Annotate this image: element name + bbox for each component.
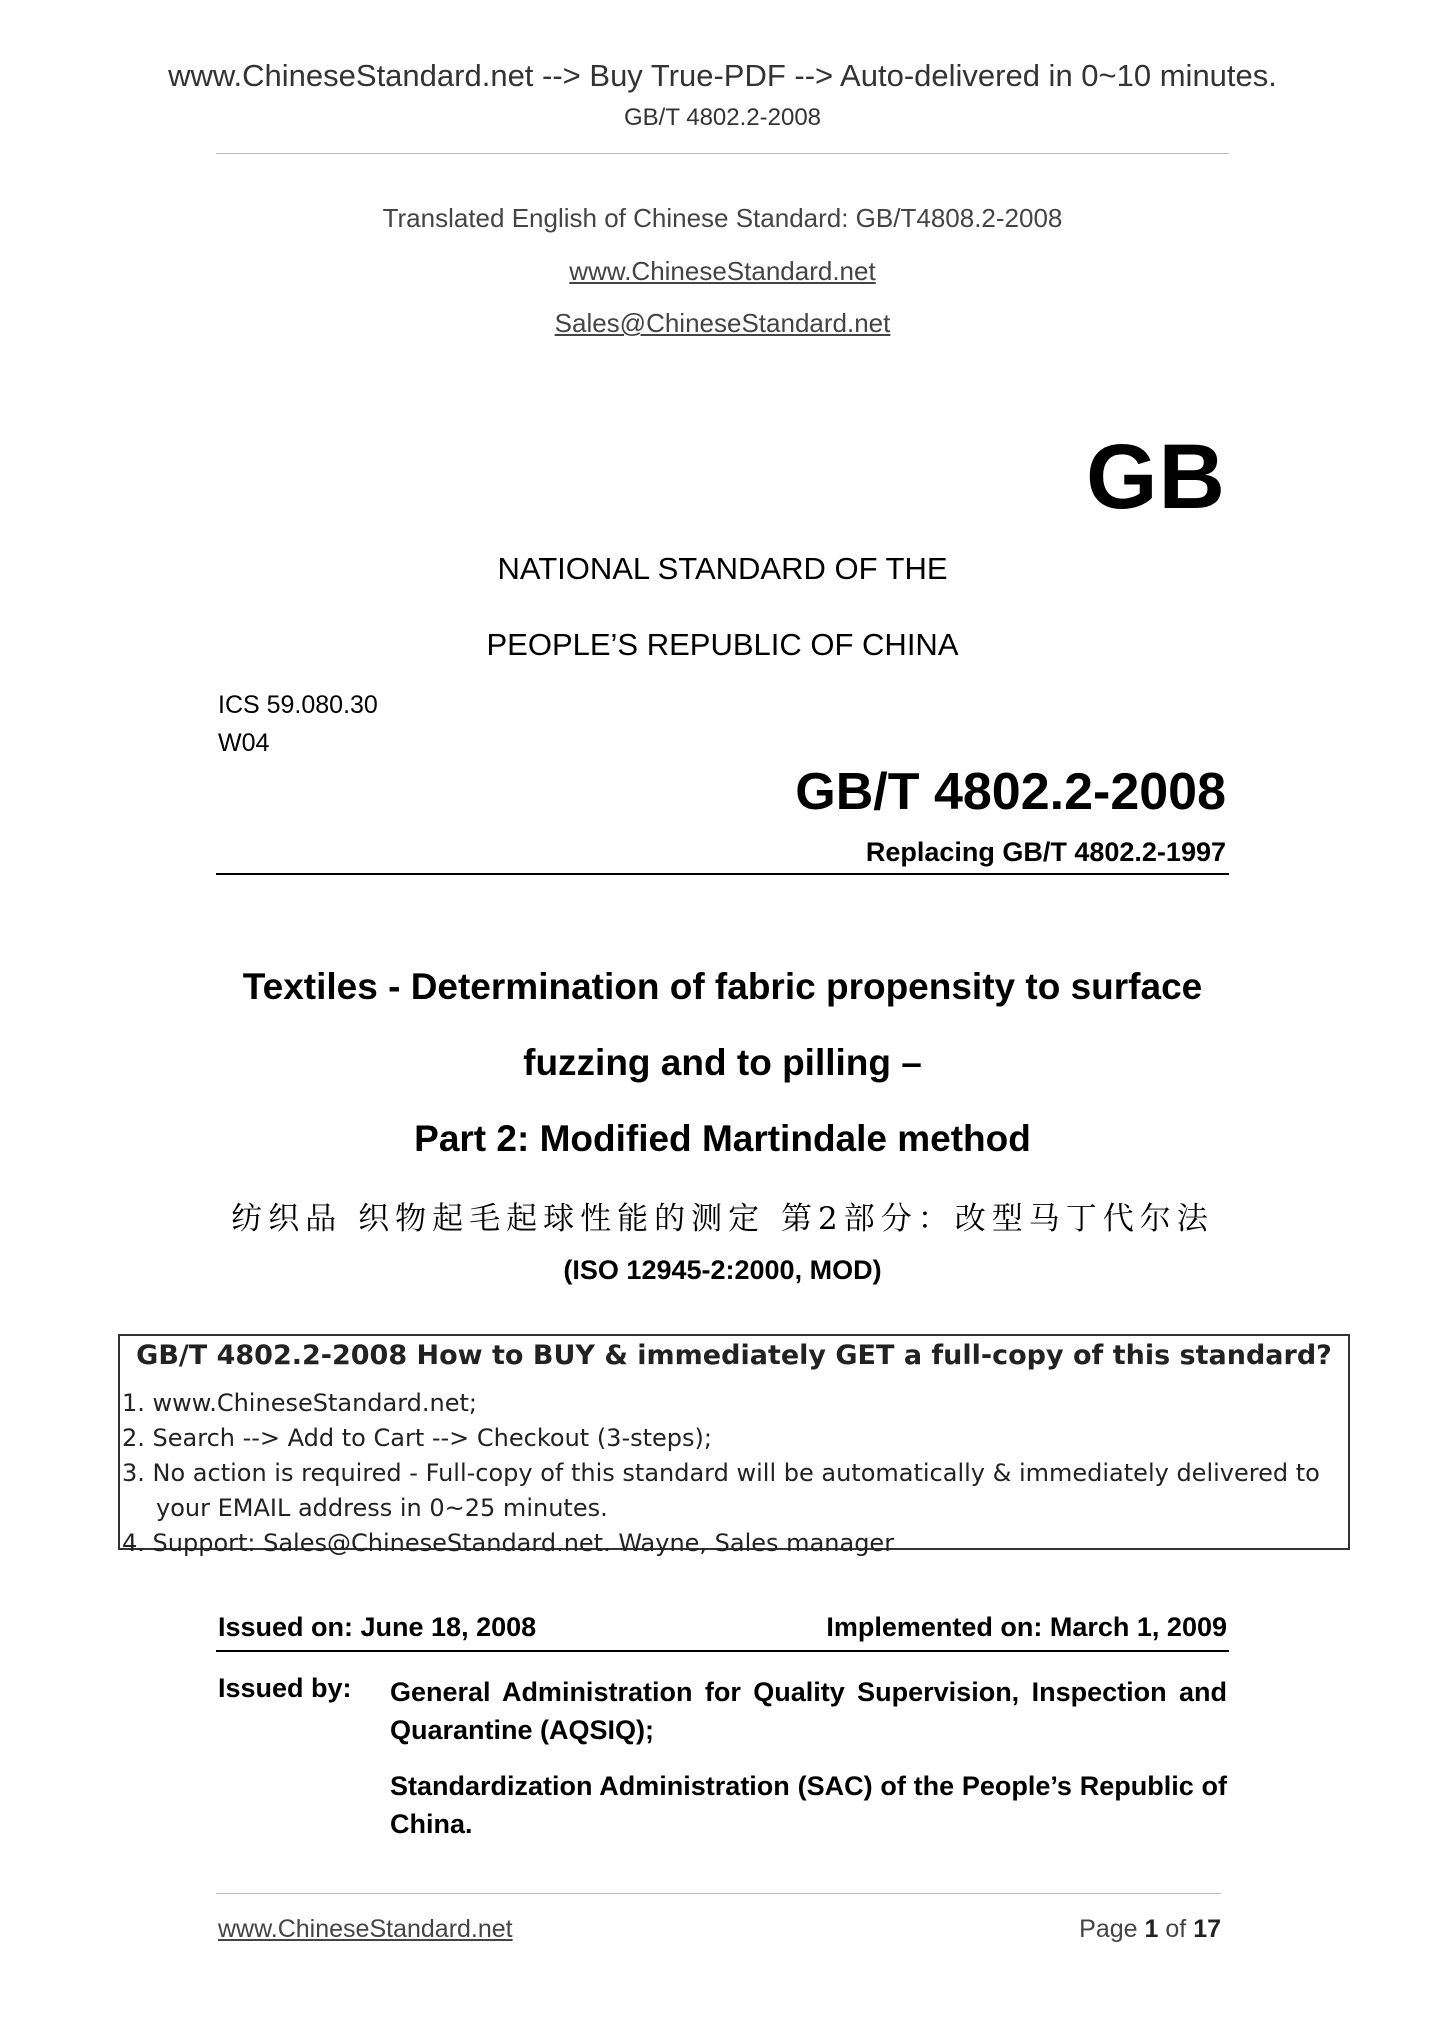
- page-indicator: [1079, 1915, 1221, 1944]
- chinese-title: 纺织品 织物起毛起球性能的测定 第2部分：改型马丁代尔法: [231, 1201, 1214, 1237]
- footer-divider: [216, 1893, 1221, 1894]
- buy-step-3-continued: your EMAIL address in 0~25 minutes.: [156, 1494, 608, 1522]
- buy-box-title: GB/T 4802.2-2008 How to BUY & immediately GET a full-copy of this standard?: [136, 1340, 1332, 1371]
- issued-by-label: Issued by:: [218, 1673, 352, 1703]
- implemented-on-date: Implemented on: March 1, 2009: [826, 1612, 1227, 1642]
- issue-dates-row: [218, 1612, 1227, 1643]
- header-divider: [216, 153, 1229, 154]
- buy-step-3: 3. No action is required - Full-copy of this standard will be automatically & immediately delivered to: [122, 1459, 1320, 1487]
- ccs-code: W04: [218, 729, 270, 757]
- replacing-standard: Replacing GB/T 4802.2-1997: [865, 837, 1226, 867]
- issuer-aqsiq: General Administration for Quality Supervision, Inspection and Quarantine (AQSIQ);: [390, 1677, 1227, 1745]
- ics-code: ICS 59.080.30: [218, 691, 378, 719]
- page-current: 1: [1144, 1915, 1159, 1943]
- buy-step-1[interactable]: 1. www.ChineseStandard.net;: [122, 1389, 478, 1417]
- footer-website-link[interactable]: www.ChineseStandard.net: [218, 1915, 513, 1943]
- issued-on-date: Issued on: June 18, 2008: [218, 1612, 537, 1642]
- buy-step-4: 4. Support: Sales@ChineseStandard.net. Wayne, Sales manager: [122, 1529, 895, 1557]
- title-line1: Textiles - Determination of fabric propensity to surface: [242, 966, 1203, 1007]
- buy-steps-list: [122, 1386, 1320, 1561]
- title-line2: fuzzing and to pilling –: [523, 1042, 922, 1083]
- header-promo-line: www.ChineseStandard.net --> Buy True-PDF --> Auto-delivered in 0~10 minutes.: [168, 58, 1277, 93]
- buy-instructions-box: [118, 1334, 1350, 1557]
- gb-mark: GB: [1086, 426, 1226, 528]
- email-link[interactable]: Sales@ChineseStandard.net: [554, 308, 891, 338]
- national-standard-line2: PEOPLE’S REPUBLIC OF CHINA: [486, 627, 959, 662]
- page-of: of: [1165, 1915, 1187, 1943]
- standard-number: GB/T 4802.2-2008: [795, 763, 1226, 821]
- website-link[interactable]: www.ChineseStandard.net: [569, 256, 876, 286]
- national-standard-line1: NATIONAL STANDARD OF THE: [497, 551, 948, 586]
- cover-divider: [216, 873, 1229, 875]
- classification-codes: [218, 686, 378, 762]
- issuer-sac: Standardization Administration (SAC) of the People’s Republic of China.: [390, 1771, 1227, 1839]
- website-link-container: [0, 256, 1445, 287]
- translated-notice: Translated English of Chinese Standard: GB/T4808.2-2008: [382, 203, 1063, 233]
- email-link-container: [0, 308, 1445, 339]
- title-line3: Part 2: Modified Martindale method: [414, 1118, 1031, 1159]
- page-prefix: Page: [1079, 1915, 1138, 1943]
- header-standard-number: GB/T 4802.2-2008: [623, 104, 822, 131]
- buy-step-2: 2. Search --> Add to Cart --> Checkout (3-steps);: [122, 1424, 712, 1452]
- issue-divider: [216, 1650, 1229, 1652]
- page-total: 17: [1193, 1915, 1221, 1943]
- iso-reference: (ISO 12945-2:2000, MOD): [563, 1255, 882, 1285]
